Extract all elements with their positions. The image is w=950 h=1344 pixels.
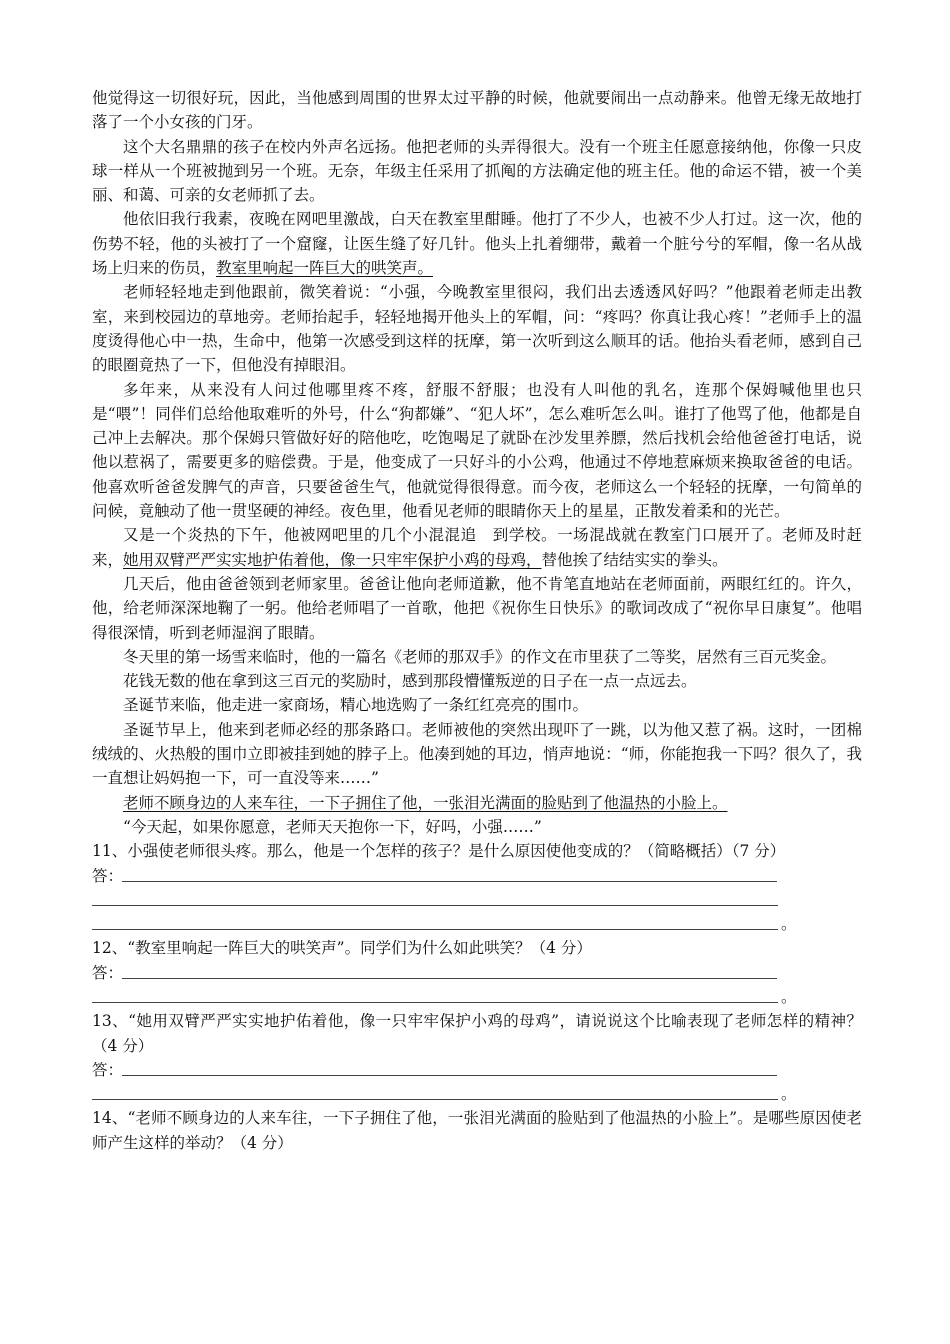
passage-paragraph: 老师轻轻地走到他跟前，微笑着说：“小强，今晚教室里很闷，我们出去透透风好吗？”他跟着老师走出教室，来到校园边的草地旁。老师抬起手，轻轻地揭开他头上的军帽，问：“疼吗？你真让我心疼！”老师手上的温度烫得他心中一热，生命中，他第一次感受到这样的抚摩，第一次听到这么顺耳的话。他抬头看老师，感到自己的眼圈竟热了一下，但他没有掉眼泪。 (92, 283, 862, 375)
end-mark: 。 (781, 915, 797, 934)
answer-row (92, 1082, 862, 1106)
passage-paragraph: 这个大名鼎鼎的孩子在校内外声名远扬。他把老师的头弄得很大。没有一个班主任愿意接纳他，你像一只皮球一样从一个班被抛到另一个班。无奈，年级主任采用了抓阄的方法确定他的班主任。他的命运不错，被一个美丽、和蔼、可亲的女老师抓了去。 (92, 137, 862, 205)
answer-line[interactable] (92, 1099, 778, 1100)
answer-label: 答： (92, 963, 124, 982)
answer-row (92, 1058, 862, 1082)
passage-paragraph (92, 791, 862, 815)
answer-line[interactable] (122, 881, 777, 882)
passage-paragraph: 他觉得这一切很好玩，因此，当他感到周围的世界太过平静的时候，他就要闹出一点动静来。他曾无缘无故地打落了一个小女孩的门牙。 (92, 89, 862, 132)
question-12: 12、“教室里响起一阵巨大的哄笑声”。同学们为什么如此哄笑？（4 分） (92, 939, 592, 958)
question-14: 14、“老师不顾身边的人来车往，一下子拥住了他，一张泪光满面的脸贴到了他温热的小脸上”。是哪些原因使老师产生这样的举动？（4 分） (92, 1109, 862, 1152)
end-mark: 。 (781, 1085, 797, 1104)
answer-row (92, 888, 862, 912)
passage-paragraph: 圣诞节来临，他走进一家商场，精心地选购了一条红红亮亮的围巾。 (123, 696, 589, 715)
answer-row (92, 864, 862, 888)
question-13: 13、“她用双臂严严实实地护佑着他，像一只牢牢保护小鸡的母鸡”，请说说这个比喻表现了老师怎样的精神？（4 分） (92, 1012, 862, 1055)
passage-paragraph: 几天后，他由爸爸领到老师家里。爸爸让他向老师道歉，他不肯笔直地站在老师面前，两眼红红的。许久，他，给老师深深地鞠了一躬。他给老师唱了一首歌，他把《祝你生日快乐》的歌词改成了“祝你早日康复”。他唱得很深情，听到老师湿润了眼睛。 (92, 574, 862, 642)
answer-line[interactable] (122, 1075, 777, 1076)
underlined-sentence-laughter: 教室里响起一阵巨大的哄笑声。 (216, 259, 434, 278)
question-11: 11、小强使老师很头疼。那么，他是一个怎样的孩子？是什么原因使他变成的？（简略概括）（7 分） (92, 842, 786, 861)
end-mark: 。 (781, 987, 797, 1006)
passage-paragraph (92, 523, 862, 572)
answer-line[interactable] (122, 978, 777, 979)
passage-paragraph: “今天起，如果你愿意，老师天天抱你一下，好吗，小强……” (123, 817, 542, 836)
answer-line[interactable] (92, 905, 778, 906)
passage-paragraph (92, 207, 862, 280)
answer-label: 答： (92, 1060, 124, 1079)
answer-line[interactable] (92, 1002, 778, 1003)
paragraph-text: 又是一个炎热的下午，他被网吧里的几个小混混追 到学校。一场混战就在教室门口展开了。老师及时赶来， (92, 526, 862, 569)
answer-row (92, 961, 862, 985)
paragraph-text: 替他挨了结结实实的拳头。 (541, 550, 728, 569)
passage-paragraph: 多年来，从来没有人问过他哪里疼不疼，舒服不舒服；也没有人叫他的乳名，连那个保姆喊他里也只是“喂”！同伴们总给他取难听的外号，什么“狗都嫌”、“犯人坏”，怎么难听怎么叫。谁打了他骂了他，他都是自己冲上去解决。那个保姆只管做好好的陪他吃，吃饱喝足了就卧在沙发里养膘，然后找机会给他爸爸打电话，说他以惹祸了，需要更多的赔偿费。于是，他变成了一只好斗的小公鸡，他通过不停地惹麻烦来换取爸爸的电话。他喜欢听爸爸发脾气的声音，只要爸爸生气，他就觉得很得意。而今夜，老师这么一个轻轻的抚摩，一句简单的问候，竟触动了他一贯坚硬的神经。夜色里，他看见老师的眼睛你天上的星星，正散发着柔和的光芒。 (92, 380, 862, 521)
answer-label: 答： (92, 866, 124, 885)
answer-row (92, 912, 862, 936)
passage-paragraph: 花钱无数的他在拿到这三百元的奖励时，感到那段懵懂叛逆的日子在一点一点远去。 (123, 672, 697, 691)
answer-line[interactable] (92, 929, 778, 930)
passage-paragraph: 圣诞节早上，他来到老师必经的那条路口。老师被他的突然出现吓了一跳，以为他又惹了祸。这时，一团棉绒绒的、火热般的围巾立即被挂到她的脖子上。他凑到她的耳边，悄声地说：“师，你能抱我一下吗？很久了，我一直想让妈妈抱一下，可一直没等来……” (92, 720, 862, 788)
underlined-sentence-hen-metaphor: 她用双臂严严实实地护佑着他，像一只牢牢保护小鸡的母鸡， (123, 550, 542, 569)
answer-row (92, 985, 862, 1009)
exam-page (92, 86, 862, 1155)
paragraph-text: 他依旧我行我素，夜晚在网吧里激战，白天在教室里酣睡。他打了不少人，也被不少人打过。这一次，他的伤势不轻，他的头被打了一个窟窿，让医生缝了好几针。他头上扎着绷带，戴着一个脏兮兮的军帽，像一名从战场上归来的伤员， (92, 210, 862, 278)
underlined-sentence-embrace: 老师不顾身边的人来车往，一下子拥住了他，一张泪光满面的脸贴到了他温热的小脸上。 (123, 793, 728, 812)
passage-paragraph: 冬天里的第一场雪来临时，他的一篇名《老师的那双手》的作文在市里获了二等奖，居然有三百元奖金。 (123, 647, 837, 666)
